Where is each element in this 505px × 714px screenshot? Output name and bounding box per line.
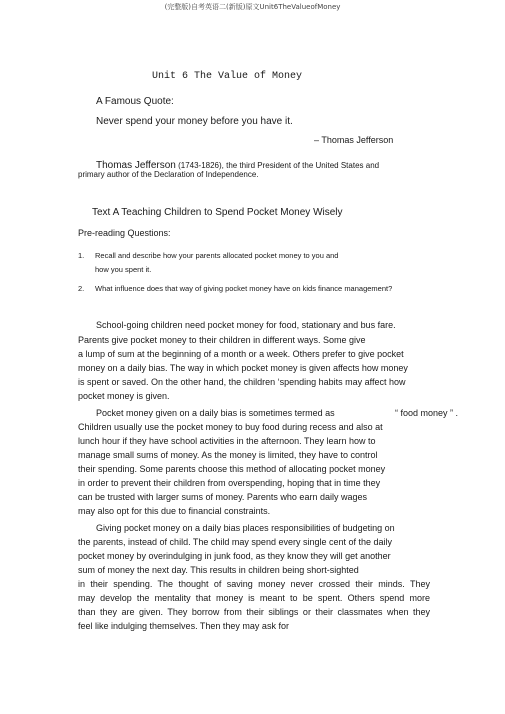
- body-line: can be trusted with larger sums of money. Parents who earn daily wages: [78, 492, 367, 502]
- quote-author: – Thomas Jefferson: [314, 135, 394, 145]
- question-1-line-2: how you spent it.: [95, 265, 152, 274]
- bio-detail: (1743-1826), the third President of the United States and: [175, 161, 380, 170]
- body-line: their spending. Some parents choose this method of allocating pocket money: [78, 464, 386, 474]
- body-line: the parents, instead of child. The child may spend every single cent of the daily: [78, 537, 393, 547]
- prereading-heading: Pre-reading Questions:: [78, 228, 171, 238]
- body-line: Giving pocket money on a daily bias places responsibilities of budgeting on: [96, 523, 395, 533]
- body-line: may also opt for this due to financial constraints.: [78, 506, 271, 516]
- body-line: “ food money ” .: [395, 408, 459, 418]
- question-1-number: 1.: [78, 251, 85, 260]
- body-line: feel like indulging themselves. Then they may ask for: [78, 621, 289, 631]
- bio-line-2: primary author of the Declaration of Independence.: [78, 170, 259, 179]
- body-line: is spent or saved. On the other hand, the children ‘spending habits may affect how: [78, 377, 406, 387]
- question-2-number: 2.: [78, 284, 85, 293]
- body-line: Pocket money given on a daily bias is sometimes termed as: [96, 408, 335, 418]
- body-line: manage small sums of money. As the money is limited, they have to control: [78, 450, 378, 460]
- body-line: than they are given. They borrow from their siblings or their classmates when they: [78, 607, 430, 617]
- body-line: in their spending. The thought of saving money never crossed their minds. They: [78, 579, 430, 589]
- body-line: money on a daily bias. The way in which pocket money is given affects how money: [78, 363, 408, 373]
- body-line: School-going children need pocket money for food, stationary and bus fare.: [96, 320, 396, 330]
- body-line: Parents give pocket money to their children in different ways. Some give: [78, 335, 366, 345]
- page-header: (完整版)自考英语二(新版)原文Unit6TheValueofMoney: [164, 3, 341, 11]
- question-2-line-1: What influence does that way of giving pocket money have on kids finance management?: [95, 284, 393, 293]
- text-title: Text A Teaching Children to Spend Pocket Money Wisely: [92, 207, 343, 218]
- body-line: sum of money the next day. This results in children being short-sighted: [78, 565, 359, 575]
- body-line: lunch hour if they have school activities in the afternoon. They learn how to: [78, 436, 376, 446]
- body-line: pocket money is given.: [78, 391, 170, 401]
- unit-title: Unit 6 The Value of Money: [152, 71, 303, 82]
- question-1-line-1: Recall and describe how your parents allocated pocket money to you and: [95, 251, 339, 260]
- body-line: pocket money by overindulging in junk food, as they know they will get another: [78, 551, 391, 561]
- bio-name: Thomas Jefferson: [96, 160, 176, 171]
- quote-label: A Famous Quote:: [96, 96, 174, 107]
- body-line: may develop the mentality that money is meant to be spent. Others spend more: [78, 593, 430, 603]
- body-line: a lump of sum at the beginning of a month or a week. Others prefer to give pocket: [78, 349, 404, 359]
- body-line: in order to prevent their children from overspending, hoping that in time they: [78, 478, 381, 488]
- body-line: Children usually use the pocket money to buy food during recess and also at: [78, 422, 383, 432]
- quote-text: Never spend your money before you have it.: [96, 116, 293, 127]
